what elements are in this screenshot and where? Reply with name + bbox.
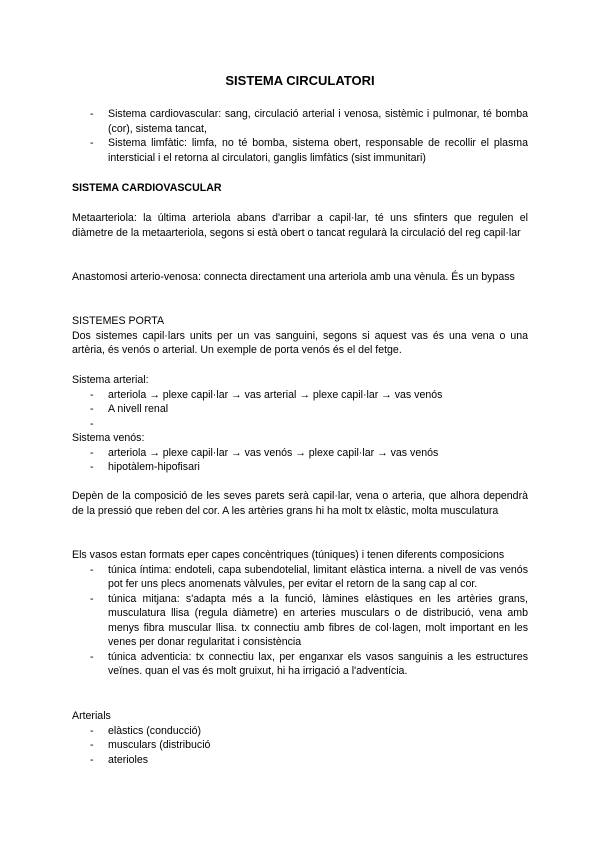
venous-system-block	[72, 431, 528, 475]
list-item: - Sistema cardiovascular: sang, circulació arterial i venosa, sistèmic i pulmonar, té bomba (cor), sistema tancat,	[72, 107, 528, 136]
arterial-system-list	[72, 388, 528, 432]
list-item: - musculars (distribució	[72, 738, 528, 753]
subheading: Sistema venós:	[72, 432, 145, 444]
document-title: SISTEMA CIRCULATORI	[225, 73, 375, 88]
anastomosi-paragraph	[72, 270, 528, 285]
subheading: Arterials	[72, 710, 111, 722]
intro-list	[72, 107, 528, 165]
paragraph: Depèn de la composició de les seves parets serà capil·lar, vena o arteria, que alhora dependrà de la pressió que reben del cor. A les artèries grans hi ha molt tx elàstic, molta musculatura	[72, 490, 528, 517]
list-item: - elàstics (conducció)	[72, 724, 528, 739]
list-item: - arteriola → plexe capil·lar → vas arterial → plexe capil·lar → vas venós	[72, 388, 528, 403]
list-item: - A nivell renal	[72, 402, 528, 417]
list-item: - arteriola → plexe capil·lar → vas venós → plexe capil·lar → vas venós	[72, 446, 528, 461]
paragraph: Anastomosi arterio-venosa: connecta directament una arteriola amb una vènula. És un bypass	[72, 271, 515, 283]
subheading: Sistema arterial:	[72, 374, 149, 386]
list-item: - Sistema limfàtic: limfa, no té bomba, sistema obert, responsable de recollir el plasma intersticial i el retorna al circulatori, ganglis limfàtics (sist immunitari)	[72, 136, 528, 165]
paragraph: Els vasos estan formats eper capes concèntriques (túniques) i tenen diferents composicions	[72, 549, 505, 561]
tunics-list	[72, 563, 528, 679]
list-item: - túnica íntima: endoteli, capa subendotelial, limitant elàstica interna. a nivell de vas venós pot fer uns plecs anomenats vàlvules, per evitar el retorn de la sang cap al cor.	[72, 563, 528, 592]
composition-paragraph	[72, 489, 528, 518]
subheading: SISTEMES PORTA	[72, 315, 165, 327]
arterials-list	[72, 724, 528, 768]
portal-systems-block	[72, 314, 528, 358]
arterials-block	[72, 709, 528, 767]
section-heading: SISTEMA CARDIOVASCULAR	[72, 182, 222, 194]
list-item: - túnica adventicia: tx connectiu lax, per enganxar els vasos sanguinis a les estructures veïnes. quan el vas és molt gruixut, hi ha irrigació a l'adventícia.	[72, 650, 528, 679]
venous-system-list	[72, 446, 528, 475]
metaarteriola-paragraph	[72, 211, 528, 240]
paragraph: Metaarteriola: la última arteriola abans d'arribar a capil·lar, té uns sfinters que regulen el diàmetre de la metaarteriola, segons si està obert o tancat regularà la circulació del reg capil·lar	[72, 212, 528, 239]
list-item: - aterioles	[72, 753, 528, 768]
paragraph: Dos sistemes capil·lars units per un vas sanguini, segons si aquest vas és una vena o una artèria, és venós o arterial. Un exemple de porta venós és el del fetge.	[72, 329, 528, 356]
list-item: - túnica mitjana: s'adapta més a la funció, làmines elàstiques en les artèries grans, musculatura llisa (regula diàmetre) en arteries musculars o de distribució, vena amb menys fibra muscular llisa. tx connectiu amb fibres de col·lagen, molt important en les venes per donar regularitat i consistència	[72, 592, 528, 650]
vessels-block	[72, 548, 528, 679]
arterial-system-block	[72, 373, 528, 431]
intro-list-block	[72, 107, 528, 165]
list-item	[72, 417, 528, 432]
list-item: - hipotàlem-hipofisari	[72, 460, 528, 475]
